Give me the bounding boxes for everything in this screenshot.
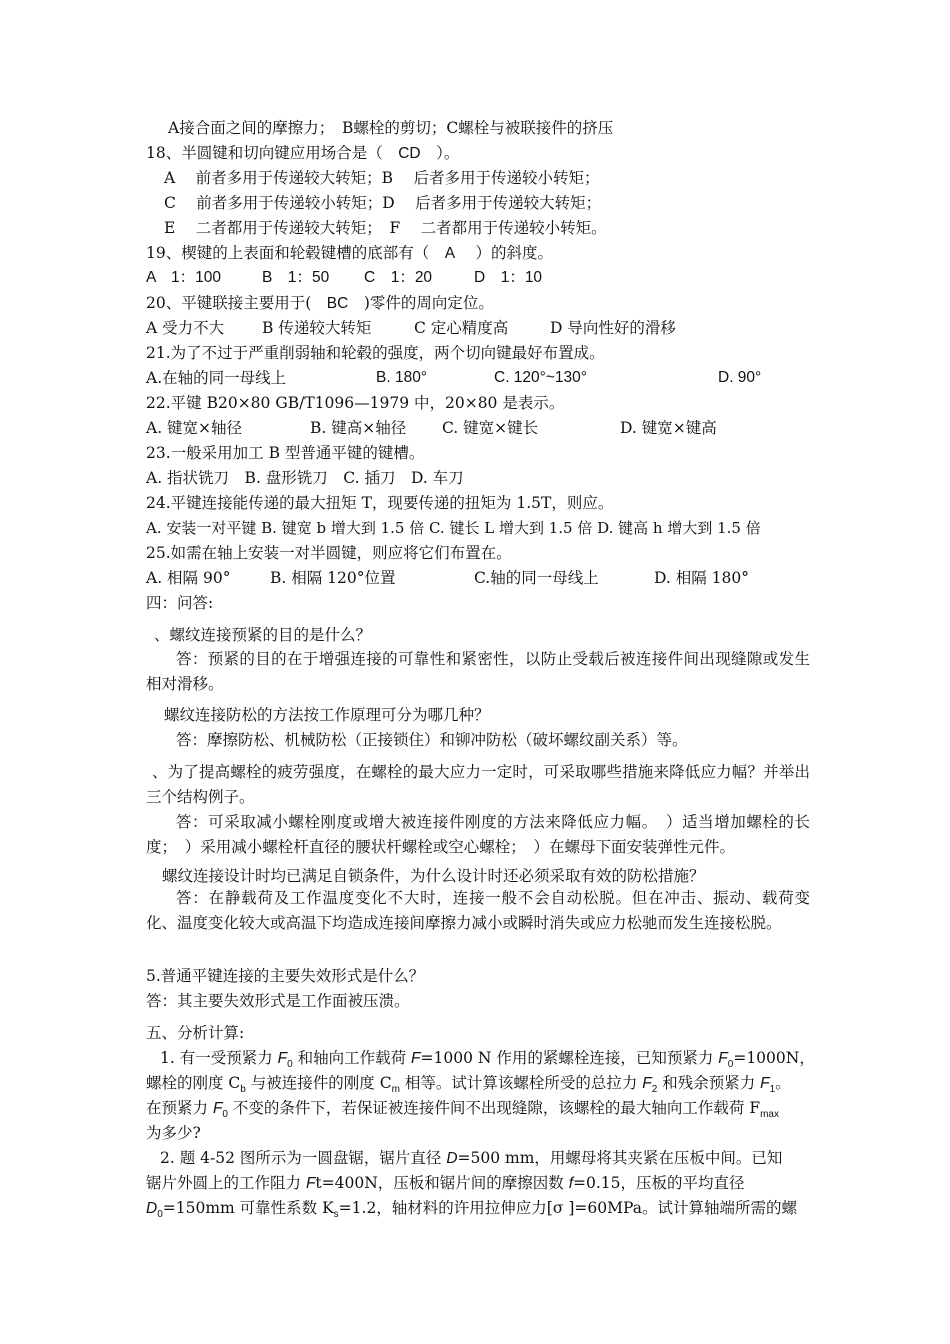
q23-stem: 23.一般采用加工 B 型普通平键的键槽。: [146, 444, 425, 462]
section4-q5: 5.普通平键连接的主要失效形式是什么？: [146, 967, 425, 985]
q19-stem: 19、楔键的上表面和轮毂键槽的底部有（ A ）的斜度。: [146, 244, 554, 262]
q22-stem: 22.平键 B20×80 GB/T1096—1979 中，20×80 是表示。: [146, 394, 565, 412]
problem2-line2: 锯片外圆上的工作阻力 Ft=400N，压板和锯片间的摩擦因数 f=0.15，压板的平均直径: [146, 1174, 745, 1192]
problem2-line1: 2. 题 4-52 图所示为一圆盘锯，锯片直径 D=500 mm，用螺母将其夹紧在压板中间。已知: [160, 1149, 783, 1167]
q18-options-row3: E 二者都用于传递较大转矩； F 二者都用于传递较小转矩。: [164, 219, 607, 237]
section4-q1: 、螺纹连接预紧的目的是什么？: [154, 626, 372, 644]
section4-q2: 螺纹连接防松的方法按工作原理可分为哪几种？: [164, 706, 490, 724]
q22-option-d: D. 键宽×键高: [620, 419, 717, 437]
q21-option-a: A.在轴的同一母线上: [146, 369, 287, 387]
q18-answer: CD: [398, 145, 421, 162]
q19-option-a: A 1：100: [146, 269, 221, 286]
problem1-line3: 在预紧力 $F_0$ 不变的条件下，若保证被连接件间不出现缝隙，该螺栓的最大轴向工作载荷 $F_{max}$: [146, 1099, 779, 1120]
problem1-line4: 为多少?: [146, 1124, 201, 1142]
section4-a5: 答：其主要失效形式是工作面被压溃。: [146, 992, 410, 1010]
q25-option-b: B. 相隔 120°位置: [270, 569, 396, 587]
q19-option-c: C 1：20: [364, 269, 433, 286]
q18-stem: 18、半圆键和切向键应用场合是（ CD ）。: [146, 144, 460, 162]
q22-option-b: B. 键高×轴径: [310, 419, 407, 437]
q20-answer: BC: [326, 295, 349, 312]
q19-option-b: B 1：50: [262, 269, 330, 286]
problem1-line2: 螺栓的刚度 $C_b$ 与被连接件的刚度 $C_m$ 相等。试计算该螺栓所受的总拉力 $F_2$ 和残余预紧力 $F_1$。: [146, 1074, 791, 1095]
section4-q4: 螺纹连接设计时均已满足自锁条件，为什么设计时还必须采取有效的防松措施？: [162, 867, 705, 885]
q19-option-d: D 1：10: [474, 269, 543, 286]
q21-stem: 21.为了不过于严重削弱轴和轮毂的强度，两个切向键最好布置成。: [146, 344, 605, 362]
q17-options: A接合面之间的摩擦力； B螺栓的剪切；C螺栓与被联接件的挤压: [168, 119, 614, 137]
q25-option-d: D. 相隔 180°: [654, 569, 749, 587]
q25-option-a: A. 相隔 90°: [146, 569, 231, 587]
q20-option-c: C 定心精度高: [414, 319, 509, 337]
q24-stem: 24.平键连接能传递的最大扭矩 T，现要传递的扭矩为 1.5T，则应。: [146, 494, 614, 512]
q22-option-a: A. 键宽×轴径: [146, 419, 243, 437]
q21-option-d: D. 90°: [718, 369, 762, 386]
problem1-line1: 1. 有一受预紧力 $F_0$ 和轴向工作载荷 F=1000 N 作用的紧螺栓连接，已知预紧力 $F_0=1000N$，: [160, 1049, 815, 1070]
section4-a3: 答：可采取减小螺栓刚度或增大被连接件刚度的方法来降低应力幅。 ）适当增加螺栓的长度； ）采用减小螺栓杆直径的腰状杆螺栓或空心螺栓； ）在螺母下面安装弹性元件。: [146, 813, 810, 856]
q25-option-c: C.轴的同一母线上: [474, 569, 599, 587]
section4-a2: 答：摩擦防松、机械防松（正接锁住）和铆冲防松（破坏螺纹副关系）等。: [176, 731, 688, 749]
q25-stem: 25.如需在轴上安装一对半圆键，则应将它们布置在。: [146, 544, 512, 562]
section4-q3: 、为了提高螺栓的疲劳强度，在螺栓的最大应力一定时，可采取哪些措施来降低应力幅？并举出三个结构例子。: [146, 763, 810, 806]
section4-a4: 答：在静载荷及工作温度变化不大时，连接一般不会自动松脱。但在冲击、振动、载荷变化、温度变化较大或高温下均造成连接间摩擦力减小或瞬时消失或应力松驰而发生连接松脱。: [146, 889, 810, 932]
q20-stem: 20、平键联接主要用于( BC )零件的周向定位。: [146, 294, 494, 312]
section4-a1: 答：预紧的目的在于增强连接的可靠性和紧密性，以防止受载后被连接件间出现缝隙或发生相对滑移。: [146, 650, 810, 693]
q20-option-b: B 传递较大转矩: [262, 319, 372, 337]
q20-option-d: D 导向性好的滑移: [550, 319, 676, 337]
q19-answer: A: [444, 245, 456, 262]
q22-option-c: C. 键宽×键长: [442, 419, 539, 437]
q18-options-row2: C 前者多用于传递较小转矩；D 后者多用于传递较大转矩；: [164, 194, 602, 212]
q20-option-a: A 受力不大: [146, 319, 225, 337]
section5-title: 五、分析计算:: [146, 1024, 245, 1042]
q21-option-c: C. 120°~130°: [494, 369, 587, 386]
q21-option-b: B. 180°: [376, 369, 428, 386]
q24-options: A. 安装一对平键 B. 键宽 b 增大到 1.5 倍 C. 键长 L 增大到 1.5 倍 D. 键高 h 增大到 1.5 倍: [146, 519, 761, 537]
q18-options-row1: A 前者多用于传递较大转矩；B 后者多用于传递较小转矩；: [164, 169, 600, 187]
section4-title: 四：问答:: [146, 594, 214, 612]
problem2-line3: $D_0=150mm$ 可靠性系数 $K_s=1.2$，轴材料的许用拉伸应力[σ ]=60MPa。试计算轴端所需的螺: [146, 1199, 797, 1220]
q23-options: A. 指状铣刀 B. 盘形铣刀 C. 插刀 D. 车刀: [146, 469, 464, 487]
